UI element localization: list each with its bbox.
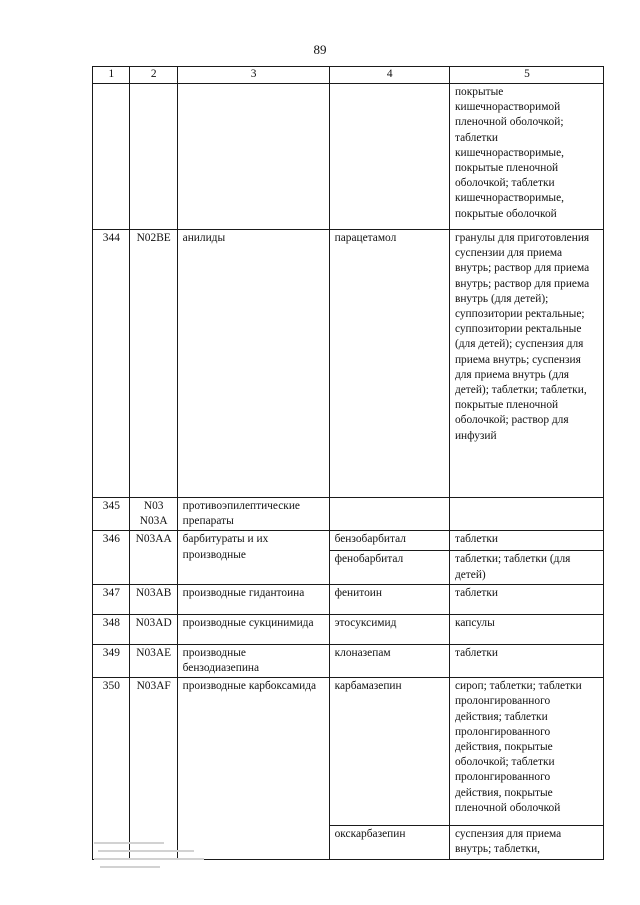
drug-cell: бензобарбитал [329,531,449,551]
drug-cell [329,498,449,531]
code-cell: N03AF [129,678,177,859]
drug-cell [329,84,449,230]
code-cell [129,84,177,230]
table-row [93,614,604,644]
code-cell: N02BE [129,230,177,498]
page-number: 89 [313,42,327,57]
group-cell [177,84,329,230]
group-cell: производные карбоксамида [177,678,329,859]
number-cell: 345 [93,498,130,531]
forms-cell: таблетки; таблетки (для детей) [449,551,603,584]
group-cell: противоэпилептические препараты [177,498,329,531]
header-cell: 1 [93,67,130,84]
table-row [93,84,604,230]
code-cell [129,498,177,531]
code-cell: N03AE [129,644,177,677]
code-cell: N03AD [129,614,177,644]
drug-table [92,66,604,860]
group-cell: производные гидантоина [177,584,329,614]
code-cell: N03AA [129,531,177,584]
forms-cell: таблетки [449,584,603,614]
group-cell: анилиды [177,230,329,498]
number-cell: 347 [93,584,130,614]
drug-cell: клоназепам [329,644,449,677]
header-cell: 4 [329,67,449,84]
group-cell: барбитураты и их производные [177,531,329,584]
number-cell: 348 [93,614,130,644]
table-row [93,531,604,551]
header-cell: 2 [129,67,177,84]
forms-cell: суспензия для приема внутрь; таблетки, [449,826,603,859]
code-line: N03 [143,500,164,512]
scan-artifact [94,838,208,878]
table-row [93,584,604,614]
drug-cell: этосуксимид [329,614,449,644]
drug-cell: фенобарбитал [329,551,449,584]
drug-cell: фенитоин [329,584,449,614]
table-row [93,230,604,498]
drug-cell: окскарбазепин [329,826,449,859]
forms-cell: таблетки [449,644,603,677]
number-cell: 344 [93,230,130,498]
code-line: N03A [139,515,168,528]
forms-cell: капсулы [449,614,603,644]
number-cell: 350 [93,678,130,859]
forms-cell [449,498,603,531]
drug-cell: карбамазепин [329,678,449,826]
table-row [93,644,604,677]
forms-cell: покрытые кишечнорастворимой пленочной оболочкой; таблетки кишечнорастворимые, покрытые пленочной оболочкой; таблетки кишечнорастворимые, покрытые оболочкой [449,84,603,230]
table-row [93,498,604,531]
forms-cell: таблетки [449,531,603,551]
group-cell: производные сукцинимида [177,614,329,644]
number-cell: 346 [93,531,130,584]
drug-cell: парацетамол [329,230,449,498]
table-row [93,678,604,826]
number-cell [93,84,130,230]
group-cell: производные бензодиазепина [177,644,329,677]
forms-cell: гранулы для приготовления суспензии для приема внутрь; раствор для приема внутрь; раствор для приема внутрь (для детей); суппозитории ректальные; суппозитории ректальные (для детей); суспензия для приема внутрь; суспензия для приема внутрь (для детей); таблетки; таблетки, покрытые пленочной оболочкой; раствор для инфузий [449,230,603,498]
header-row [93,67,604,84]
number-cell: 349 [93,644,130,677]
header-cell: 5 [449,67,603,84]
header-cell: 3 [177,67,329,84]
code-cell: N03AB [129,584,177,614]
forms-cell: сироп; таблетки; таблетки пролонгированного действия; таблетки пролонгированного действия, покрытые оболочкой; таблетки пролонгированного действия, покрытые пленочной оболочкой [449,678,603,826]
